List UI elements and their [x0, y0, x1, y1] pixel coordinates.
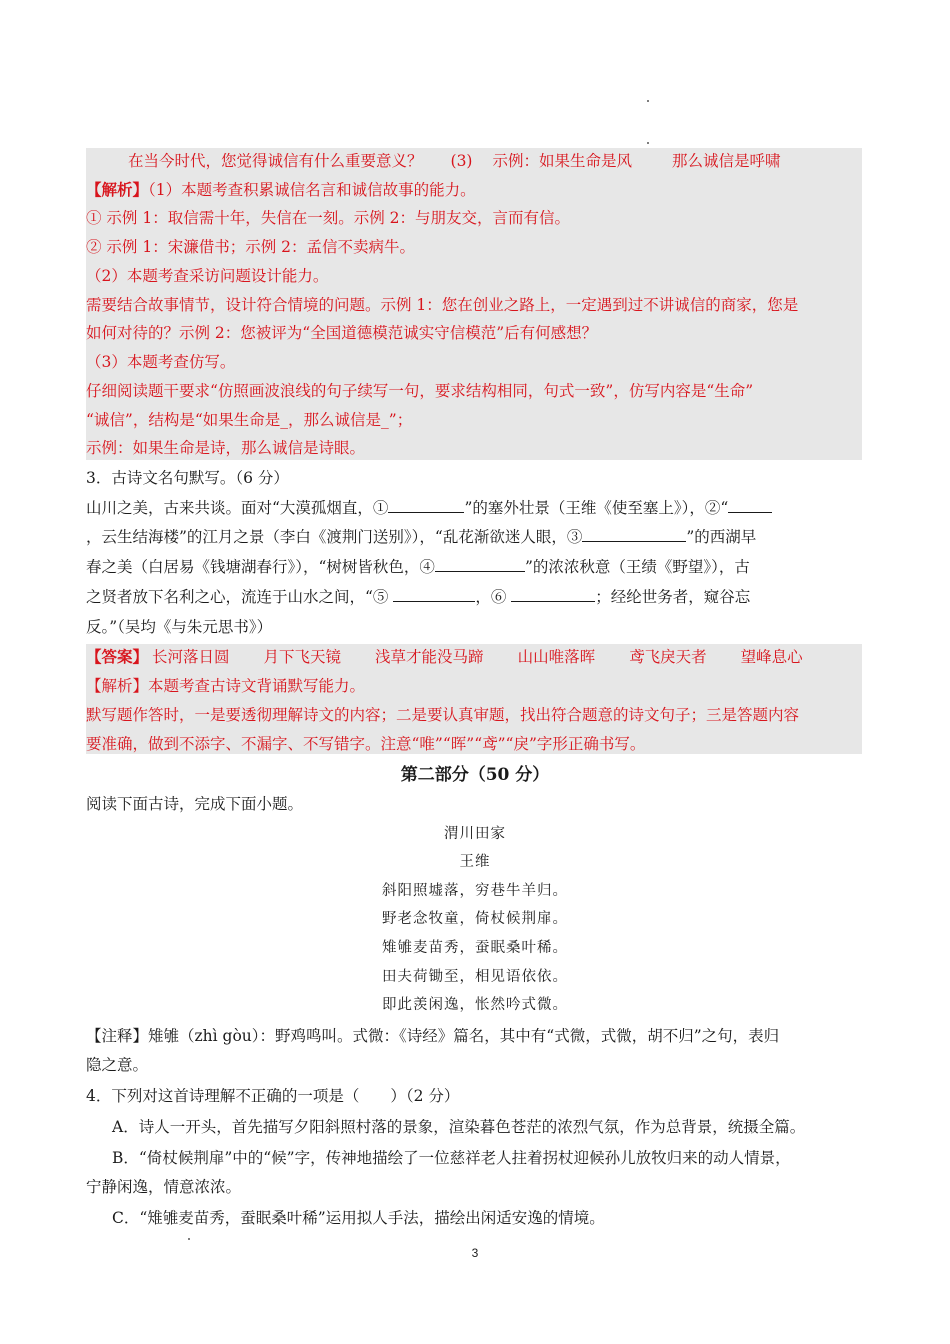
poem-line: 斜阳照墟落，穷巷牛羊归。: [382, 883, 568, 899]
blank-2[interactable]: [728, 498, 772, 513]
page-number: 3: [471, 1246, 479, 1260]
poem-line: 即此羡闲逸，怅然吟式微。: [382, 997, 568, 1013]
poem-line: 野老念牧童，倚杖候荆扉。: [382, 911, 568, 927]
analysis-line: 如何对待的？示例 2：您被评为“全国道德模范诚实守信模范”后有何感想？: [86, 324, 598, 342]
question-3-title: 3．古诗文名句默写。（6 分）: [86, 469, 289, 487]
analysis-line: 示例：如果生命是诗，那么诚信是诗眼。: [86, 439, 366, 457]
analysis-heading: 【解析】（1）本题考查积累诚信名言和诚信故事的能力。: [86, 180, 476, 199]
scan-dot: [647, 100, 649, 102]
scan-dot: [188, 1238, 190, 1240]
analysis-line: 【解析】本题考查古诗文背诵默写能力。: [86, 677, 366, 695]
poem-line: 田夫荷锄至，相见语依依。: [382, 969, 568, 985]
blank-1[interactable]: [388, 498, 464, 513]
poem-author: 王维: [459, 854, 491, 870]
poem-title: 渭川田家: [444, 826, 506, 842]
analysis-line: （2）本题考查采访问题设计能力。: [86, 267, 329, 285]
answer-line: 【答案】 长河落日圆 月下飞天镜 浅草才能没马蹄 山山唯落晖 鸢飞戾天者 望峰息心: [86, 647, 803, 666]
analysis-line: 要准确，做到不添字、不漏字、不写错字。注意“唯”“晖”“鸢”“戾”字形正确书写。: [86, 735, 646, 753]
question-3-text: 之贤者放下名利之心，流连于山水之间，“⑤ ，⑥ ；经纶世务者，窥谷忘: [86, 588, 751, 606]
poem-note: 【注释】雉雊（zhì gòu）：野鸡鸣叫。式微：《诗经》篇名，其中有“式微，式微，胡不归”之句，表归: [86, 1027, 780, 1045]
blank-5[interactable]: [393, 587, 475, 602]
section-heading: 第二部分（50 分）: [400, 765, 550, 785]
blank-4[interactable]: [435, 557, 525, 572]
option-b[interactable]: B．“倚杖候荆扉”中的“候”字，传神地描绘了一位慈祥老人拄着拐杖迎候孙儿放牧归来的动人情景，: [112, 1149, 791, 1167]
question-3-text: 山川之美，古来共谈。面对“大漠孤烟直，① ”的塞外壮景（王维《使至塞上》），②“: [86, 497, 772, 519]
analysis-line: ② 示例 1：宋濂借书；示例 2：孟信不卖病牛。: [86, 238, 416, 256]
question-3-text: 反。”（吴均《与朱元思书》）: [86, 618, 273, 636]
analysis-line: （3）本题考查仿写。: [86, 353, 236, 371]
analysis-line: 默写题作答时，一是要透彻理解诗文的内容；二是要认真审题，找出符合题意的诗文句子；三是答题内容: [86, 706, 800, 724]
blank-6[interactable]: [511, 587, 595, 602]
question-3-text: ，云生结海楼”的江月之景（李白《渡荆门送别》），“乱花渐欲迷人眼，③ ”的西湖早: [86, 528, 757, 546]
answer-continuation-line: 在当今时代，您觉得诚信有什么重要意义？ (3) 示例：如果生命是风 那么诚信是呼啸: [128, 152, 781, 170]
reading-instruction: 阅读下面古诗，完成下面小题。: [86, 795, 304, 813]
analysis-line: 需要结合故事情节，设计符合情境的问题。示例 1：您在创业之路上，一定遇到过不讲诚信的商家，您是: [86, 296, 799, 314]
analysis-line: “诚信”，结构是“如果生命是_，那么诚信是_”；: [86, 411, 413, 429]
option-b-continued: 宁静闲逸，情意浓浓。: [86, 1178, 242, 1196]
option-c[interactable]: C．“雉雊麦苗秀，蚕眠桑叶稀”运用拟人手法，描绘出闲适安逸的情境。: [112, 1209, 605, 1227]
poem-line: 雉雊麦苗秀，蚕眠桑叶稀。: [382, 940, 568, 956]
blank-3[interactable]: [582, 527, 686, 542]
analysis-line: ① 示例 1：取信需十年，失信在一刻。示例 2：与朋友交，言而有信。: [86, 209, 571, 227]
option-a[interactable]: A．诗人一开头，首先描写夕阳斜照村落的景象，渲染暮色苍茫的浓烈气氛，作为总背景，统摄全篇。: [112, 1118, 806, 1136]
poem-note: 隐之意。: [86, 1056, 149, 1074]
analysis-line: 仔细阅读题干要求“仿照画波浪线的句子续写一句，要求结构相同，句式一致”，仿写内容是“生命”: [86, 382, 754, 400]
scan-dot: [647, 142, 649, 144]
question-4-stem: 4．下列对这首诗理解不正确的一项是（ ）（2 分）: [86, 1087, 460, 1105]
question-3-text: 春之美（白居易《钱塘湖春行》），“树树皆秋色，④ ”的浓浓秋意（王绩《野望》），古: [86, 558, 750, 576]
